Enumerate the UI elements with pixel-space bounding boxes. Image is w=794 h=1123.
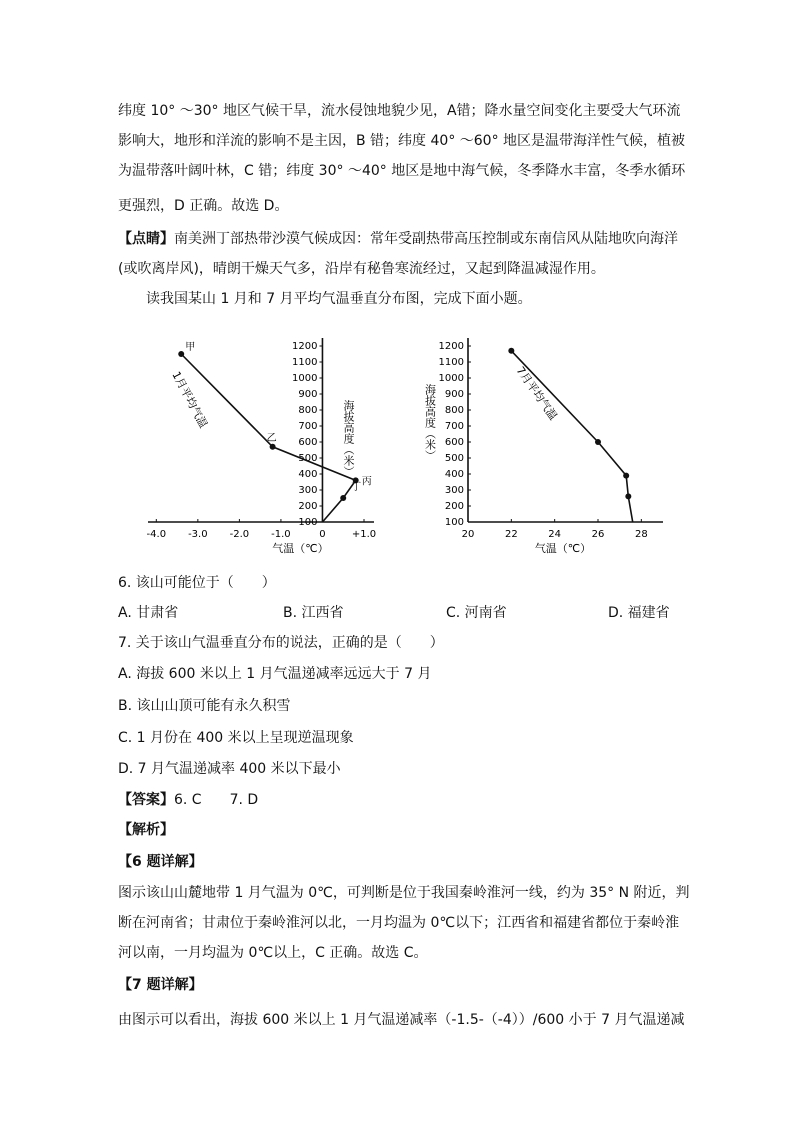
chart-january	[138, 322, 388, 554]
answer-text: 6. C 7. D	[174, 792, 259, 808]
detail-6-tag: 【6 题详解】	[118, 854, 203, 870]
x-axis-label: 气温（℃）	[534, 542, 592, 554]
y-tick-label: 1200	[438, 341, 464, 352]
y-tick-label: 1100	[438, 357, 464, 368]
q6-option-c: C. 河南省	[446, 605, 507, 621]
y-tick-label: 200	[444, 501, 464, 512]
paragraph-line: 为温带落叶阔叶林，C 错；纬度 30° ～40° 地区是地中海气候，冬季降水丰富，冬季水循环	[118, 163, 686, 179]
y-tick-label: 600	[444, 437, 464, 448]
x-tick-label: 26	[591, 529, 605, 540]
y-tick-label: 1100	[292, 357, 318, 368]
detail-6-line: 断在河南省；甘肃位于秦岭淮河以北，一月均温为 0℃以下；江西省和福建省都位于秦岭淮	[118, 915, 680, 931]
chart-july	[418, 322, 668, 554]
y-tick-label: 800	[444, 405, 464, 416]
q7-option-b: B. 该山山顶可能有永久积雪	[118, 698, 291, 714]
x-tick-label: -3.0	[188, 529, 208, 540]
detail-7-tag: 【7 题详解】	[118, 977, 203, 993]
y-tick-label: 900	[298, 389, 318, 400]
y-axis-label: 海拔高度（米）	[423, 384, 437, 461]
question-7: 7. 关于该山气温垂直分布的说法，正确的是（ ）	[118, 635, 444, 651]
data-point	[340, 495, 346, 501]
analysis-tag: 【解析】	[118, 822, 174, 838]
q6-option-b: B. 江西省	[283, 605, 344, 621]
y-tick-label: 500	[298, 453, 318, 464]
x-tick-label: 28	[634, 529, 648, 540]
question-6: 6. 该山可能位于（ ）	[118, 575, 276, 591]
detail-6-line: 河以南，一月均温为 0℃以上，C 正确。故选 C。	[118, 945, 428, 961]
intro-line: 读我国某山 1 月和 7 月平均气温垂直分布图，完成下面小题。	[146, 291, 532, 307]
data-point	[270, 444, 276, 450]
q7-option-d: D. 7 月气温递减率 400 米以下最小	[118, 761, 341, 777]
paragraph-line: 更强烈，D 正确。故选 D。	[118, 198, 289, 214]
detail-7-line: 由图示可以看出，海拔 600 米以上 1 月气温递减率（-1.5-（-4））/600 小于 7 月气温递减	[118, 1012, 685, 1028]
y-tick-label: 100	[444, 517, 464, 528]
data-point	[623, 473, 629, 479]
x-tick-label: 20	[461, 529, 475, 540]
q6-option-d: D. 福建省	[608, 605, 670, 621]
q7-option-a: A. 海拔 600 米以上 1 月气温递减率远远大于 7 月	[118, 666, 432, 682]
detail-6-line: 图示该山山麓地带 1 月气温为 0℃，可判断是位于我国秦岭淮河一线，约为 35° N 附近，判	[118, 885, 690, 901]
point-label: 丁	[351, 482, 362, 493]
x-tick-label: -1.0	[271, 529, 291, 540]
point-label: 丙	[361, 476, 372, 488]
y-tick-label: 1200	[292, 341, 318, 352]
point-label: 甲	[185, 342, 196, 353]
x-tick-label: +1.0	[351, 529, 377, 540]
dianjing-line-2: (或吹离岸风)，晴朗干燥天气多，沿岸有秘鲁寒流经过，又起到降温减湿作用。	[118, 261, 605, 277]
x-tick-label: -4.0	[146, 529, 167, 540]
dianjing-line	[118, 229, 678, 249]
x-tick-label: 24	[548, 529, 562, 540]
y-tick-label: 600	[298, 437, 318, 448]
y-tick-label: 400	[298, 469, 318, 480]
paragraph-line: 影响大，地形和洋流的影响不是主因，B 错；纬度 40° ～60° 地区是温带海洋性气候，植被	[118, 133, 686, 149]
y-axis-label: 海拔高度（米）	[341, 400, 355, 477]
point-label: 乙	[266, 432, 277, 444]
y-tick-label: 700	[298, 421, 318, 432]
q6-option-a: A. 甘肃省	[118, 605, 179, 621]
x-axis-label: 气温（℃）	[272, 542, 329, 554]
data-point	[508, 348, 514, 354]
x-tick-label: -2.0	[229, 529, 250, 540]
curve-label: 1月平均气温	[169, 369, 210, 431]
answer-tag: 【答案】	[118, 792, 174, 808]
y-tick-label: 500	[444, 453, 464, 464]
x-tick-label: 22	[504, 529, 518, 540]
data-point	[595, 439, 601, 445]
curve-label: 7月平均气温	[513, 364, 560, 423]
y-tick-label: 100	[298, 517, 318, 528]
answer-line	[118, 790, 258, 810]
y-tick-label: 1000	[438, 373, 464, 384]
y-tick-label: 800	[298, 405, 318, 416]
dianjing-text: 南美洲丁部热带沙漠气候成因：常年受副热带高压控制或东南信风从陆地吹向海洋	[174, 231, 678, 247]
x-tick-label: 0	[319, 529, 326, 540]
data-point	[178, 351, 184, 357]
y-tick-label: 300	[444, 485, 464, 496]
q7-option-c: C. 1 月份在 400 米以上呈现逆温现象	[118, 730, 354, 746]
paragraph-line: 纬度 10° ～30° 地区气候干旱，流水侵蚀地貌少见，A错；降水量空间变化主要受大气环流	[118, 103, 681, 119]
data-point	[625, 493, 631, 499]
dianjing-tag: 【点睛】	[118, 231, 174, 247]
y-tick-label: 400	[444, 469, 464, 480]
y-tick-label: 900	[444, 389, 464, 400]
y-tick-label: 300	[298, 485, 318, 496]
y-tick-label: 1000	[292, 373, 318, 384]
y-tick-label: 200	[298, 501, 318, 512]
y-tick-label: 700	[444, 421, 464, 432]
